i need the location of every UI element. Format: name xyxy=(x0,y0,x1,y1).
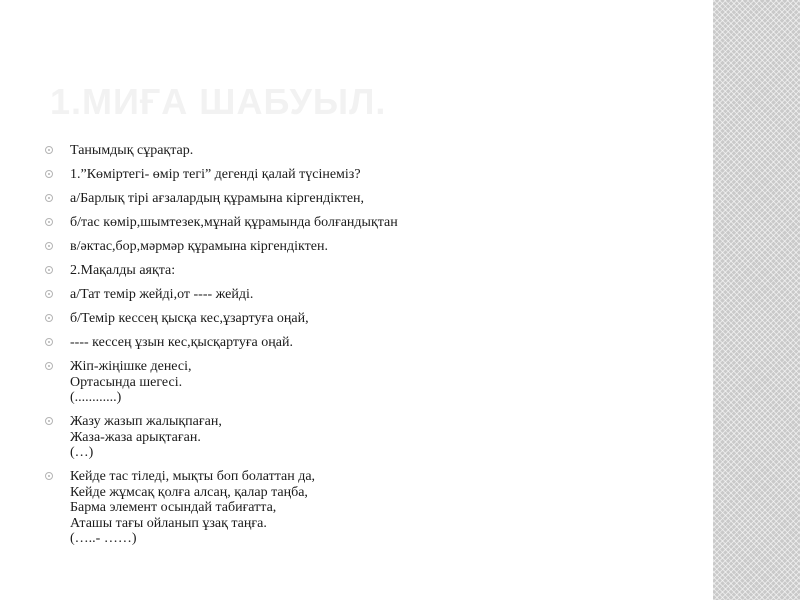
bullet-circle-icon xyxy=(45,218,53,226)
list-item-text: в/әктас,бор,мәрмәр құрамына кіргендіктен. xyxy=(70,239,329,254)
list-item xyxy=(45,143,685,159)
bullet-circle-icon xyxy=(45,194,53,202)
list-item xyxy=(45,167,685,183)
riddle-text: Жіп-жіңішке денесі, Ортасында шегесі. (............) xyxy=(70,359,192,405)
list-item-text: 2.Мақалды аяқта: xyxy=(70,263,176,278)
bullet-circle-icon xyxy=(45,242,53,250)
bullet-circle-icon xyxy=(45,266,53,274)
list-item xyxy=(45,287,685,303)
list-item-text: б/Темір кессең қысқа кес,ұзартуға оңай, xyxy=(70,311,309,326)
bullet-circle-icon xyxy=(45,472,53,480)
riddle-item xyxy=(45,414,685,461)
bullet-circle-icon xyxy=(45,362,53,370)
list-item xyxy=(45,263,685,279)
bullet-circle-icon xyxy=(45,417,53,425)
list-item-text: 1.”Көміртегі- өмір тегі” дегенді қалай түсінеміз? xyxy=(70,167,361,182)
riddle-text: Кейде тас тіледі, мықты боп болаттан да, Кейде жұмсақ қолға алсаң, қалар таңба, Барма элемент осындай табиғатта, Аташы тағы ойланып ұзақ таңға. (…..- ……) xyxy=(70,469,316,546)
list-item-text: Танымдық сұрақтар. xyxy=(70,143,194,158)
list-item-text: а/Барлық тірі ағзалардың құрамына кіргендіктен, xyxy=(70,191,365,206)
list-item xyxy=(45,311,685,327)
bullet-circle-icon xyxy=(45,146,53,154)
bullet-circle-icon xyxy=(45,314,53,322)
list-item-text: б/тас көмір,шымтезек,мұнай құрамында болғандықтан xyxy=(70,215,398,230)
list-item xyxy=(45,215,685,231)
bullet-circle-icon xyxy=(45,290,53,298)
list-item xyxy=(45,191,685,207)
slide-title: 1.МИҒА ШАБУЫЛ. xyxy=(50,81,387,122)
decorative-side-stripe xyxy=(713,0,800,600)
bullet-circle-icon xyxy=(45,338,53,346)
list-item xyxy=(45,239,685,255)
riddle-text: Жазу жазып жалықпаған, Жаза-жаза арықтаған. (…) xyxy=(70,414,222,460)
list-item-text: а/Тат темір жейді,от ---- жейді. xyxy=(70,287,254,302)
bullet-list xyxy=(45,143,685,555)
bullet-circle-icon xyxy=(45,170,53,178)
riddle-item xyxy=(45,469,685,547)
riddle-item xyxy=(45,359,685,406)
list-item xyxy=(45,335,685,351)
list-item-text: ---- кессең ұзын кес,қысқартуға оңай. xyxy=(70,335,293,350)
